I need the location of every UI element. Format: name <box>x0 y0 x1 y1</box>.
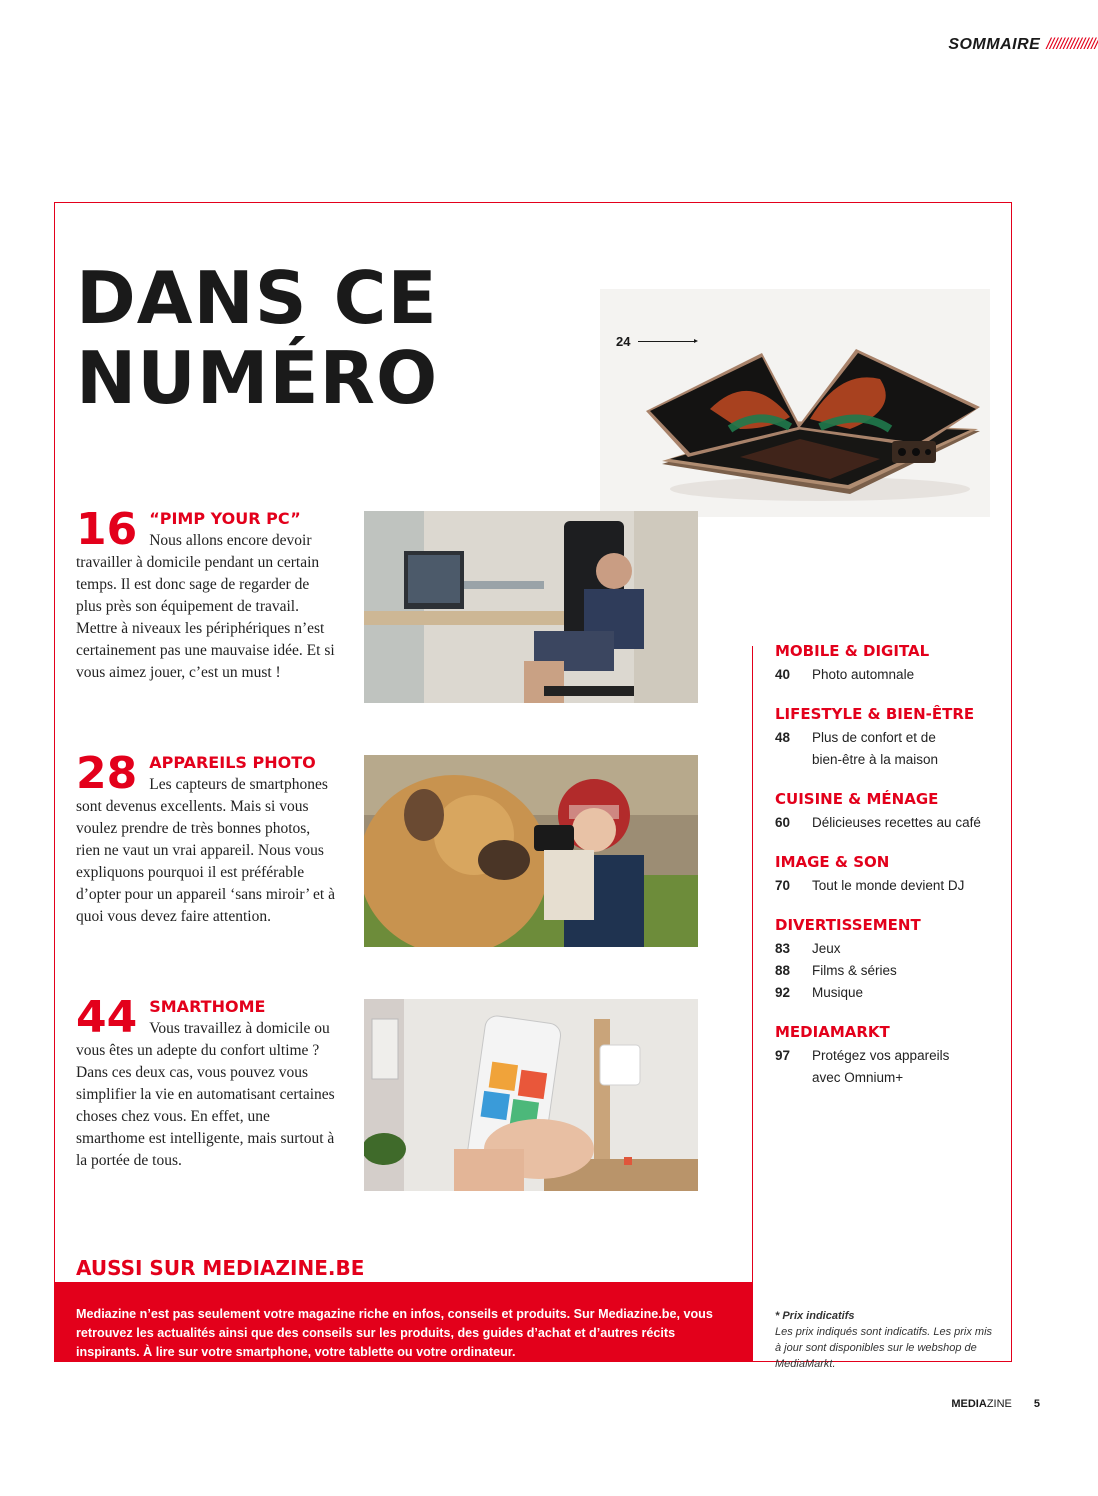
footer-page-number: 5 <box>1033 1398 1040 1410</box>
article-summary: Vous travaillez à domicile ou vous êtes un adepte du confort ultime ? Dans ces deux cas, vous pouvez vous simplifier la vie en automatisant certaines choses chez vous. En effet, une smarthome est intelligente, mais surtout à la portée de tous. <box>76 1020 335 1169</box>
toc-heading: DIVERTISSEMENT <box>775 916 921 934</box>
toc-page: 70 <box>775 878 791 893</box>
article-summary: Les capteurs de smartphones sont devenus excellents. Mais si vous voulez prendre de très bonnes photos, rien ne vaut un vrai appareil. Nous vous expliquons pourquoi il est préférable d’opter pour un appareil ‘sans miroir’ et à quoi vous devez faire attention. <box>76 776 335 925</box>
price-note-heading: * Prix indicatifs <box>775 1310 855 1322</box>
toc-item[interactable] <box>775 982 995 1004</box>
toc-text: Jeux <box>812 941 841 956</box>
callout-arrow-icon <box>638 341 696 342</box>
toc-item[interactable] <box>775 938 995 960</box>
toc-heading: MEDIAMARKT <box>775 1023 890 1041</box>
toc-item[interactable] <box>775 960 995 982</box>
table-of-contents <box>775 640 995 1106</box>
price-note-body: Les prix indiqués sont indicatifs. Les prix mis à jour sont disponibles sur le webshop de MediaMarkt. <box>775 1326 993 1370</box>
page-callout <box>616 334 696 349</box>
also-box <box>54 1282 752 1362</box>
dog-and-child-photo <box>364 755 698 947</box>
toc-section-divertissement <box>775 914 995 1004</box>
section-header <box>948 36 1098 54</box>
toc-text: Photo automnale <box>812 667 915 682</box>
toc-section-cuisine <box>775 788 995 834</box>
article-heading: “PIMP YOUR PC” <box>149 509 301 528</box>
toc-text: Plus de confort et de bien-être à la maison <box>812 730 939 767</box>
toc-item[interactable] <box>775 812 995 834</box>
toc-text: Délicieuses recettes au café <box>812 815 981 830</box>
page-footer <box>951 1398 1040 1410</box>
toc-section-mobile-digital <box>775 640 995 686</box>
toc-page: 48 <box>775 730 791 745</box>
toc-page: 60 <box>775 815 791 830</box>
title-line-1: DANS CE <box>76 256 438 340</box>
toc-text: Musique <box>812 985 864 1000</box>
article-heading: SMARTHOME <box>149 997 266 1016</box>
article-heading: APPAREILS PHOTO <box>149 753 316 772</box>
also-heading: AUSSI SUR MEDIAZINE.BE <box>76 1256 365 1280</box>
toc-text: Protégez vos appareils avec Omnium+ <box>812 1048 950 1085</box>
smarthome-phone-photo <box>364 999 698 1191</box>
footer-brand-light: ZINE <box>986 1398 1012 1410</box>
section-label: SOMMAIRE <box>948 36 1041 53</box>
toc-section-image-son <box>775 851 995 897</box>
toc-section-mediamarkt <box>775 1021 995 1089</box>
toc-divider <box>752 646 753 1362</box>
toc-page: 40 <box>775 667 791 682</box>
article-pimp-your-pc[interactable] <box>76 504 336 684</box>
toc-heading: LIFESTYLE & BIEN-ÊTRE <box>775 705 975 723</box>
toc-section-lifestyle <box>775 703 995 771</box>
foldable-phone-image <box>600 289 990 517</box>
page-title <box>76 258 438 418</box>
price-note <box>775 1308 995 1372</box>
toc-heading: MOBILE & DIGITAL <box>775 642 930 660</box>
article-summary: Nous allons encore devoir travailler à domicile pendant un certain temps. Il est donc sage de regarder de plus près son équipement de travail. Mettre à niveaux les périphériques n’est certainement pas une mauvaise idée. Et si vous aimez jouer, c’est un must ! <box>76 532 335 681</box>
article-appareils-photo[interactable] <box>76 748 336 928</box>
article-page-number: 28 <box>76 748 138 799</box>
toc-item[interactable] <box>775 875 995 897</box>
toc-page: 92 <box>775 985 791 1000</box>
toc-item[interactable] <box>775 727 995 771</box>
toc-item[interactable] <box>775 1045 995 1089</box>
footer-brand-bold: MEDIA <box>951 1398 987 1410</box>
toc-text: Tout le monde devient DJ <box>812 878 965 893</box>
toc-heading: IMAGE & SON <box>775 853 890 871</box>
section-slashes: /////////////// <box>1046 36 1098 53</box>
also-body: Mediazine n’est pas seulement votre magazine riche en infos, conseils et produits. Sur Mediazine.be, vous retrouvez les actualités ainsi que des conseils sur les produits, des guides d’achat et d’autres récits inspirants. À lire sur votre smartphone, votre tablette ou votre ordinateur. <box>76 1307 713 1359</box>
toc-text: Films & séries <box>812 963 897 978</box>
article-page-number: 16 <box>76 504 138 555</box>
toc-item[interactable] <box>775 664 995 686</box>
toc-page: 88 <box>775 963 791 978</box>
title-line-2: NUMÉRO <box>76 336 439 420</box>
toc-page: 97 <box>775 1048 791 1063</box>
home-office-photo <box>364 511 698 703</box>
toc-page: 83 <box>775 941 791 956</box>
article-page-number: 44 <box>76 992 138 1043</box>
toc-heading: CUISINE & MÉNAGE <box>775 790 939 808</box>
callout-page-number: 24 <box>616 334 631 349</box>
article-smarthome[interactable] <box>76 992 336 1172</box>
